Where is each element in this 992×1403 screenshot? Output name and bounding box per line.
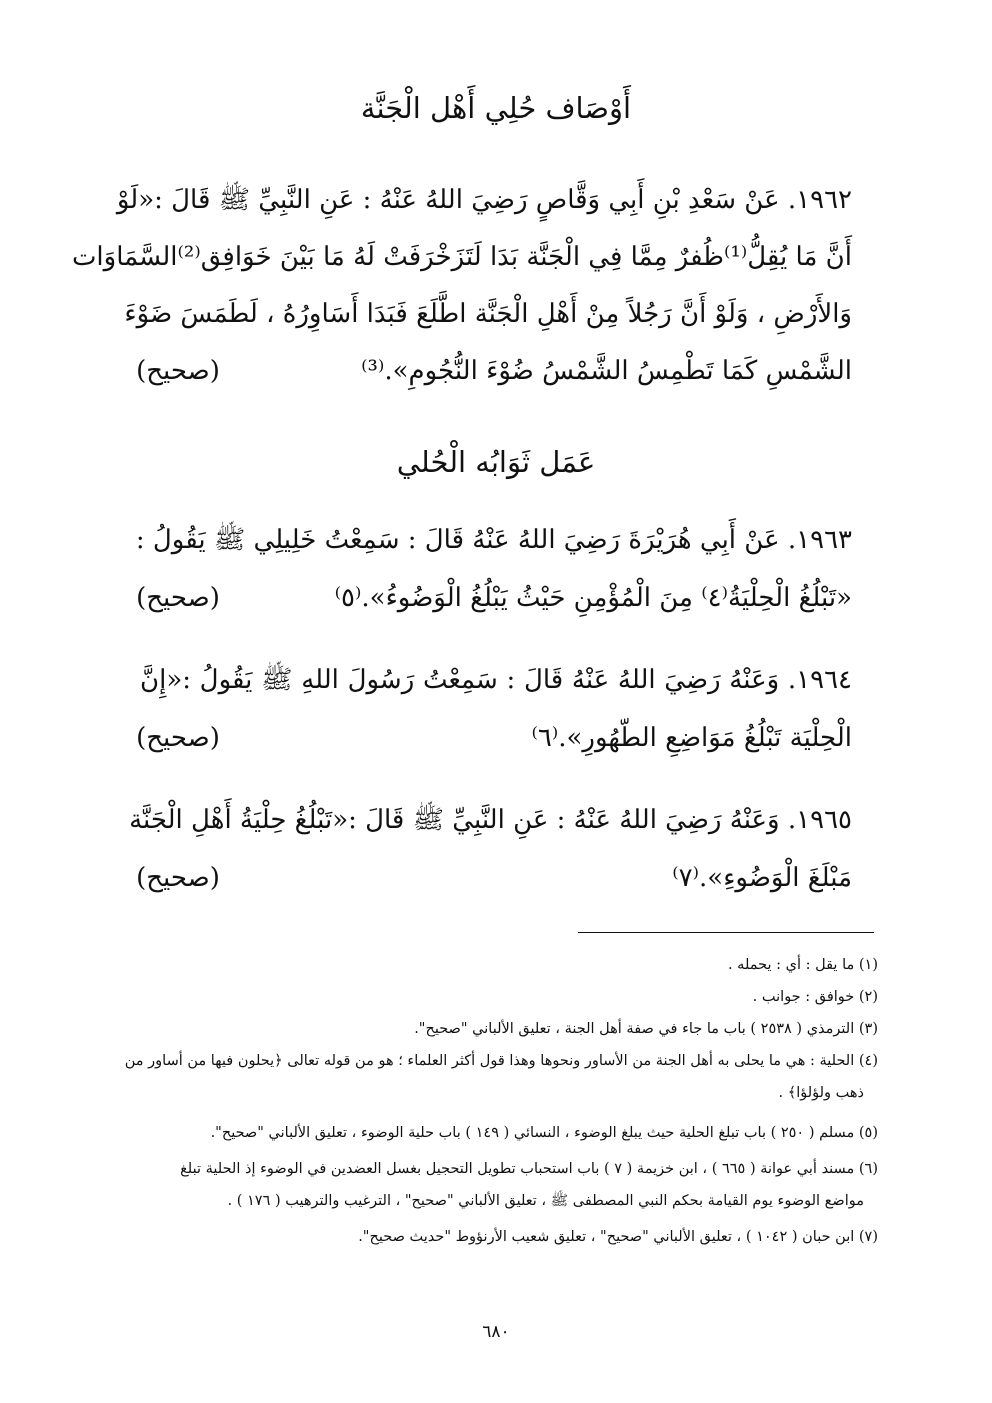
- hadith-1964-line-1: ١٩٦٤. وَعَنْهُ رَضِيَ اللهُ عَنْهُ قَالَ : سَمِعْتُ رَسُولَ اللهِ ﷺ يَقُولُ :«إِنَّ: [140, 665, 852, 695]
- hadith-1964-grade: (صحيح): [136, 723, 220, 753]
- footnote-7: (٧) ابن حبان ( ١٠٤٢ ) ، تعليق الألباني "صحيح" ، تعليق شعيب الأرنؤوط "حديث صحيح".: [358, 1229, 878, 1245]
- page-number: ٦٨٠: [482, 1322, 510, 1342]
- footnote-2: (٢) خوافق : جوانب .: [752, 989, 878, 1005]
- hadith-1962-line-3: وَالأَرْضِ ، وَلَوْ أَنَّ رَجُلاً مِنْ أَهْلِ الْجَنَّة اطَّلَعَ فَبَدَا أَسَاوِرُهُ ، لَطَمَسَ ضَوْءَ: [124, 299, 852, 329]
- hadith-1962-line-1: ١٩٦٢. عَنْ سَعْدِ بْنِ أَبِي وَقَّاصٍ رَضِيَ اللهُ عَنْهُ : عَنِ النَّبِيِّ ﷺ قَالَ :«لَوْ: [116, 185, 852, 215]
- hadith-1962-grade: (صحيح): [136, 356, 220, 386]
- footnote-6-continued: مواضع الوضوء يوم القيامة بحكم النبي المصطفى ﷺ ، تعليق الألباني "صحيح" ، الترغيب والترهيب ( ١٧٦ ) .: [227, 1193, 864, 1209]
- section-heading-deed: عَمَل ثَوَابُه الْحُلي: [396, 445, 596, 479]
- hadith-1963-line-2: «تَبْلُغُ الْحِلْيَةُ⁽٤⁾ مِنَ الْمُؤْمِنِ حَيْثُ يَبْلُغُ الْوَضُوءُ».⁽٥⁾: [334, 583, 852, 613]
- footnote-1: (١) ما يقل : أي : يحمله .: [727, 957, 878, 973]
- footnote-5: (٥) مسلم ( ٢٥٠ ) باب تبلغ الحلية حيث يبلغ الوضوء ، النسائي ( ١٤٩ ) باب حلية الوضوء ، تعليق الألباني "صحيح".: [210, 1125, 878, 1141]
- hadith-1963-line-1: ١٩٦٣. عَنْ أَبِي هُرَيْرَةَ رَضِيَ اللهُ عَنْهُ قَالَ : سَمِعْتُ خَلِيلِي ﷺ يَقُولُ :: [135, 525, 852, 555]
- hadith-1963-grade: (صحيح): [136, 583, 220, 613]
- footnote-4-continued: ذهب ولؤلؤا﴾ .: [778, 1085, 864, 1101]
- hadith-1964-line-2: الْحِلْيَة تَبْلُغُ مَوَاضِعِ الطّهُورِ».⁽٦⁾: [531, 723, 852, 753]
- footnote-6: (٦) مسند أبي عوانة ( ٦٦٥ ) ، ابن خزيمة ( ٧ ) باب استحباب تطويل التحجيل بغسل العضدين في الوضوء إذ الحلية تبلغ: [180, 1161, 878, 1177]
- section-heading-ornaments: أَوْصَاف حُلِي أَهْل الْجَنَّة: [360, 91, 632, 125]
- footnote-separator: [578, 932, 874, 933]
- footnote-3: (٣) الترمذي ( ٢٥٣٨ ) باب ما جاء في صفة أهل الجنة ، تعليق الألباني "صحيح".: [414, 1021, 878, 1037]
- hadith-1962-line-4: الشَّمْسِ كَمَا تَطْمِسُ الشَّمْسُ ضُوْءَ النُّجُومِ».⁽³⁾: [361, 356, 852, 386]
- hadith-1965-grade: (صحيح): [136, 863, 220, 893]
- hadith-1965-line-2: مَبْلَغَ الْوَضُوءِ».⁽٧⁾: [672, 863, 852, 893]
- hadith-1965-line-1: ١٩٦٥. وَعَنْهُ رَضِيَ اللهُ عَنْهُ : عَنِ النَّبِيِّ ﷺ قَالَ :«تَبْلُغُ حِلْيَةُ أَهْلِ الْجَنَّة: [129, 805, 852, 835]
- footnote-4: (٤) الحلية : هي ما يحلى به أهل الجنة من الأساور ونحوها وهذا قول أكثر العلماء ؛ هو من قوله تعالى ﴿يحلون فيها من أساور من: [124, 1053, 878, 1069]
- hadith-1962-line-2: أَنَّ مَا يُقِلُّ⁽¹⁾ظُفرٌ مِمَّا فِي الْجَنَّة بَدَا لَتَزَخْرَفَتْ لَهُ مَا بَيْنَ خَوَافِق⁽²⁾السَّمَاوَات: [71, 242, 852, 272]
